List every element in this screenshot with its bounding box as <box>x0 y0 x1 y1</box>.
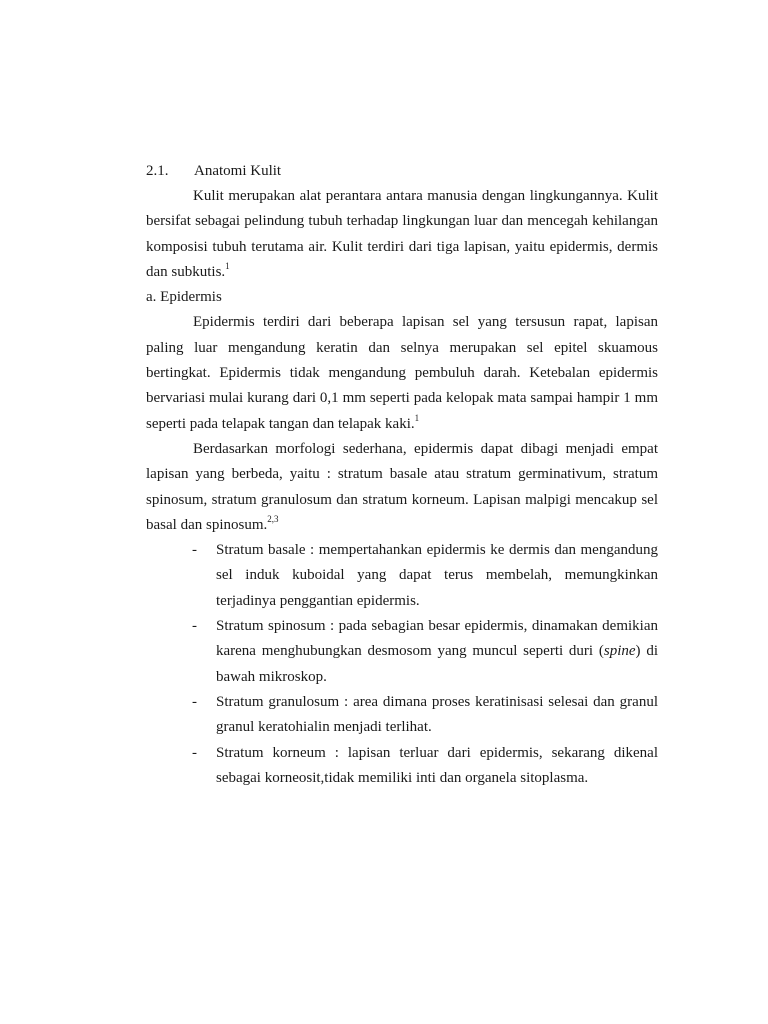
epidermis-paragraph-2 <box>146 437 658 538</box>
epidermis-paragraph-2-reference: 2,3 <box>267 513 279 524</box>
list-item <box>146 741 658 792</box>
intro-reference: 1 <box>225 260 230 271</box>
section-number: 2.1. <box>146 163 169 179</box>
list-item-text: Stratum granulosum : area dimana proses keratinisasi selesai dan granul granul keratohialin menjadi terlihat. <box>216 693 658 736</box>
intro-text: Kulit merupakan alat perantara antara manusia dengan lingkungannya. Kulit bersifat sebagai pelindung tubuh terhadap lingkungan luar dan mencegah kehilangan komposisi tubuh terutama air. Kulit terdiri dari tiga lapisan, yaitu epidermis, dermis dan subkutis. <box>146 188 658 280</box>
list-item-text-before: Stratum spinosum : pada sebagian besar epidermis, dinamakan demikian karena menghubungkan desmosom yang muncul seperti duri ( <box>216 618 658 660</box>
intro-paragraph <box>146 184 658 285</box>
subsection-title: a. Epidermis <box>146 289 222 306</box>
section-title: Anatomi Kulit <box>194 163 282 179</box>
list-item <box>146 614 658 690</box>
epidermis-paragraph-2-text: Berdasarkan morfologi sederhana, epidermis dapat dibagi menjadi empat lapisan yang berbeda, yaitu : stratum basale atau stratum germinativum, stratum spinosum, stratum granulosum dan stratum korneum. Lapisan malpigi mencakup sel basal dan spinosum. <box>146 440 658 533</box>
list-item <box>146 690 658 741</box>
list-dash: - <box>192 618 197 635</box>
list-dash: - <box>192 542 197 559</box>
list-item-text <box>216 618 658 685</box>
list-item-text: Stratum basale : mempertahankan epidermis ke dermis dan mengandung sel induk kuboidal yang dapat terus membelah, memungkinkan terjadinya penggantian epidermis. <box>216 542 658 609</box>
list-dash: - <box>192 693 197 710</box>
epidermis-layers-list <box>146 538 658 791</box>
document-body <box>146 159 658 791</box>
section-heading <box>146 159 658 184</box>
list-item-text-after: ) di bawah mikroskop. <box>216 643 658 685</box>
epidermis-paragraph-1-text: Epidermis terdiri dari beberapa lapisan sel yang tersusun rapat, lapisan paling luar mengandung keratin dan selnya merupakan sel epitel skuamous bertingkat. Epidermis tidak mengandung pembuluh darah. Ketebalan epidermis bervariasi mulai kurang dari 0,1 mm seperti pada kelopak mata sampai hampir 1 mm seperti pada telapak tangan dan telapak kaki. <box>146 314 658 432</box>
epidermis-paragraph-1 <box>146 310 658 436</box>
list-dash: - <box>192 744 197 761</box>
epidermis-paragraph-1-reference: 1 <box>414 412 420 423</box>
italic-term: spine <box>603 643 636 660</box>
list-item <box>146 538 658 614</box>
list-item-text: Stratum korneum : lapisan terluar dari epidermis, sekarang dikenal sebagai korneosit,tidak memiliki inti dan organela sitoplasma. <box>216 744 658 786</box>
